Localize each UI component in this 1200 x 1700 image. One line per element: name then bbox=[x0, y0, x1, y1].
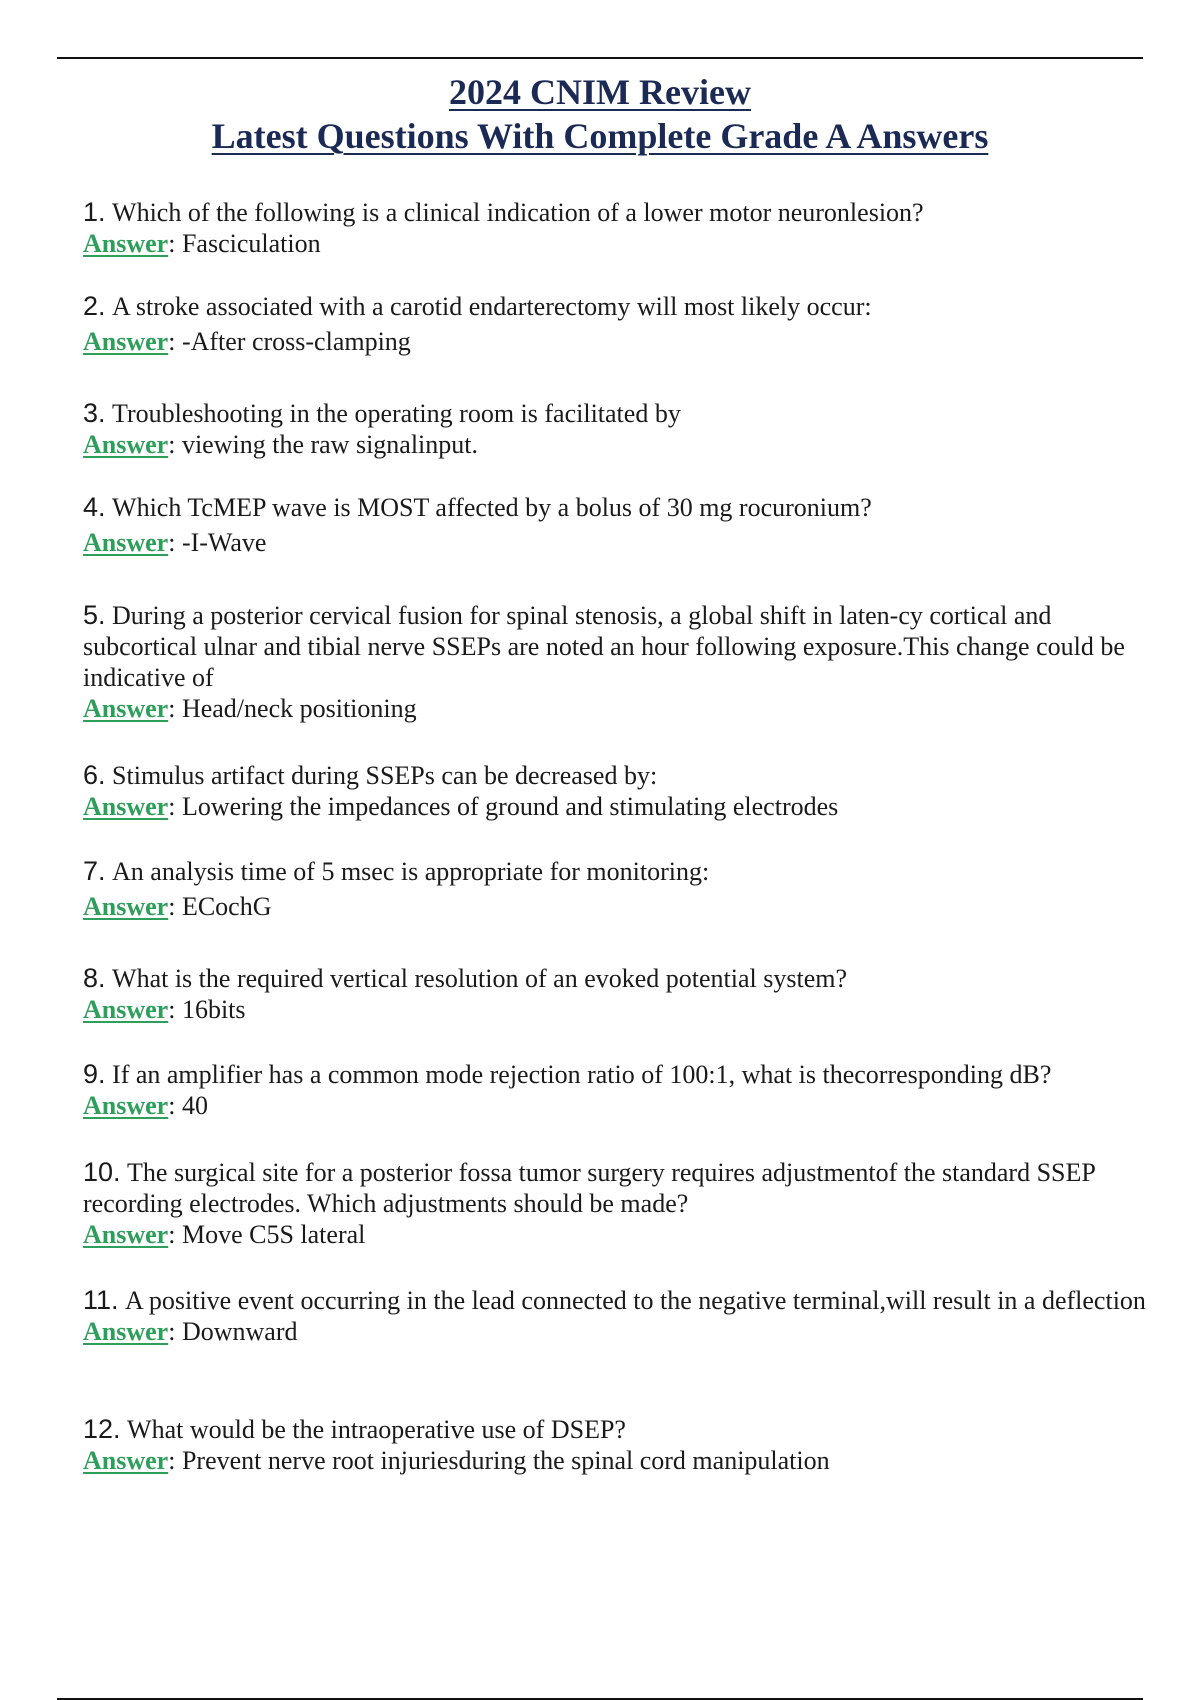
answer-text: Prevent nerve root injuriesduring the spinal cord manipulation bbox=[181, 1446, 830, 1475]
question-item-11 bbox=[83, 1285, 1148, 1347]
question-text: Troubleshooting in the operating room is facilitated by bbox=[112, 399, 681, 428]
answer-text: Head/neck positioning bbox=[181, 694, 417, 723]
answer-text: Fasciculation bbox=[181, 229, 321, 258]
answer-label: Answer bbox=[83, 1220, 169, 1249]
question-number: 6. bbox=[83, 760, 106, 790]
question-number: 12. bbox=[83, 1414, 121, 1444]
question-text: If an amplifier has a common mode rejection ratio of 100:1, what is thecorresponding dB? bbox=[112, 1060, 1052, 1089]
question-text: Stimulus artifact during SSEPs can be decreased by: bbox=[112, 761, 658, 790]
question-item-2 bbox=[83, 291, 1148, 357]
question-number: 4. bbox=[83, 492, 106, 522]
question-number: 8. bbox=[83, 963, 106, 993]
question-number: 3. bbox=[83, 398, 106, 428]
answer-line: Answer: 40 bbox=[83, 1091, 208, 1120]
question-text: A positive event occurring in the lead connected to the negative terminal,will result in a deflection bbox=[125, 1286, 1146, 1315]
answer-line: Answer: 16bits bbox=[83, 995, 246, 1024]
answer-label: Answer bbox=[83, 792, 169, 821]
question-item-9 bbox=[83, 1059, 1148, 1121]
answer-text: Move C5S lateral bbox=[181, 1220, 366, 1249]
answer-label: Answer bbox=[83, 1091, 169, 1120]
answer-label: Answer bbox=[83, 327, 169, 356]
answer-label: Answer bbox=[83, 528, 169, 557]
question-text: What is the required vertical resolution of an evoked potential system? bbox=[112, 964, 848, 993]
answer-line: Answer: Downward bbox=[83, 1317, 298, 1346]
answer-label: Answer bbox=[83, 694, 169, 723]
answer-line: Answer: Lowering the impedances of ground and stimulating electrodes bbox=[83, 792, 839, 821]
answer-text: Downward bbox=[181, 1317, 298, 1346]
question-number: 5. bbox=[83, 600, 106, 630]
title-line-2: Latest Questions With Complete Grade A Answers bbox=[211, 116, 989, 156]
answer-label: Answer bbox=[83, 1317, 169, 1346]
question-item-3 bbox=[83, 398, 1148, 460]
answer-line: Answer: viewing the raw signalinput. bbox=[83, 430, 479, 459]
answer-text: -I-Wave bbox=[181, 528, 267, 557]
answer-label: Answer bbox=[83, 1446, 169, 1475]
answer-text: 16bits bbox=[181, 995, 246, 1024]
question-number: 2. bbox=[83, 291, 106, 321]
answer-text: viewing the raw signalinput. bbox=[181, 430, 479, 459]
question-item-1 bbox=[83, 197, 1148, 259]
question-text: An analysis time of 5 msec is appropriate for monitoring: bbox=[112, 857, 710, 886]
question-number: 11. bbox=[83, 1285, 119, 1315]
question-item-12 bbox=[83, 1414, 1148, 1476]
question-number: 10. bbox=[83, 1157, 121, 1187]
answer-line: Answer: Move C5S lateral bbox=[83, 1220, 366, 1249]
answer-line: Answer: Prevent nerve root injuriesduring the spinal cord manipulation bbox=[83, 1446, 830, 1475]
answer-line: Answer: Fasciculation bbox=[83, 229, 321, 258]
question-text: Which of the following is a clinical indication of a lower motor neuronlesion? bbox=[112, 198, 924, 227]
answer-label: Answer bbox=[83, 229, 169, 258]
question-item-6 bbox=[83, 760, 1148, 822]
answer-text: Lowering the impedances of ground and stimulating electrodes bbox=[181, 792, 839, 821]
question-item-4 bbox=[83, 492, 1148, 558]
question-number: 9. bbox=[83, 1059, 106, 1089]
question-number: 7. bbox=[83, 856, 106, 886]
answer-label: Answer bbox=[83, 430, 169, 459]
question-item-8 bbox=[83, 963, 1148, 1025]
question-text: What would be the intraoperative use of DSEP? bbox=[127, 1415, 626, 1444]
answer-line: Answer: Head/neck positioning bbox=[83, 694, 417, 723]
answer-line: Answer: -After cross-clamping bbox=[83, 327, 411, 356]
question-text: A stroke associated with a carotid endarterectomy will most likely occur: bbox=[112, 292, 872, 321]
question-text: The surgical site for a posterior fossa tumor surgery requires adjustmentof the standard SSEP recording electrodes. Which adjustments should be made? bbox=[83, 1158, 1095, 1218]
question-number: 1. bbox=[83, 197, 106, 227]
answer-text: 40 bbox=[181, 1091, 208, 1120]
title-line-1: 2024 CNIM Review bbox=[449, 72, 751, 112]
answer-line: Answer: ECochG bbox=[83, 892, 272, 921]
answer-label: Answer bbox=[83, 995, 169, 1024]
answer-text: ECochG bbox=[181, 892, 272, 921]
answer-label: Answer bbox=[83, 892, 169, 921]
question-item-10 bbox=[83, 1157, 1148, 1250]
answer-text: -After cross-clamping bbox=[181, 327, 411, 356]
question-text: During a posterior cervical fusion for spinal stenosis, a global shift in laten-cy cortical and subcortical ulnar and tibial nerve SSEPs are noted an hour following exposure.This change could be indicative of bbox=[83, 601, 1125, 692]
answer-line: Answer: -I-Wave bbox=[83, 528, 267, 557]
question-item-7 bbox=[83, 856, 1148, 922]
question-text: Which TcMEP wave is MOST affected by a bolus of 30 mg rocuronium? bbox=[112, 493, 872, 522]
question-item-5 bbox=[83, 600, 1148, 724]
